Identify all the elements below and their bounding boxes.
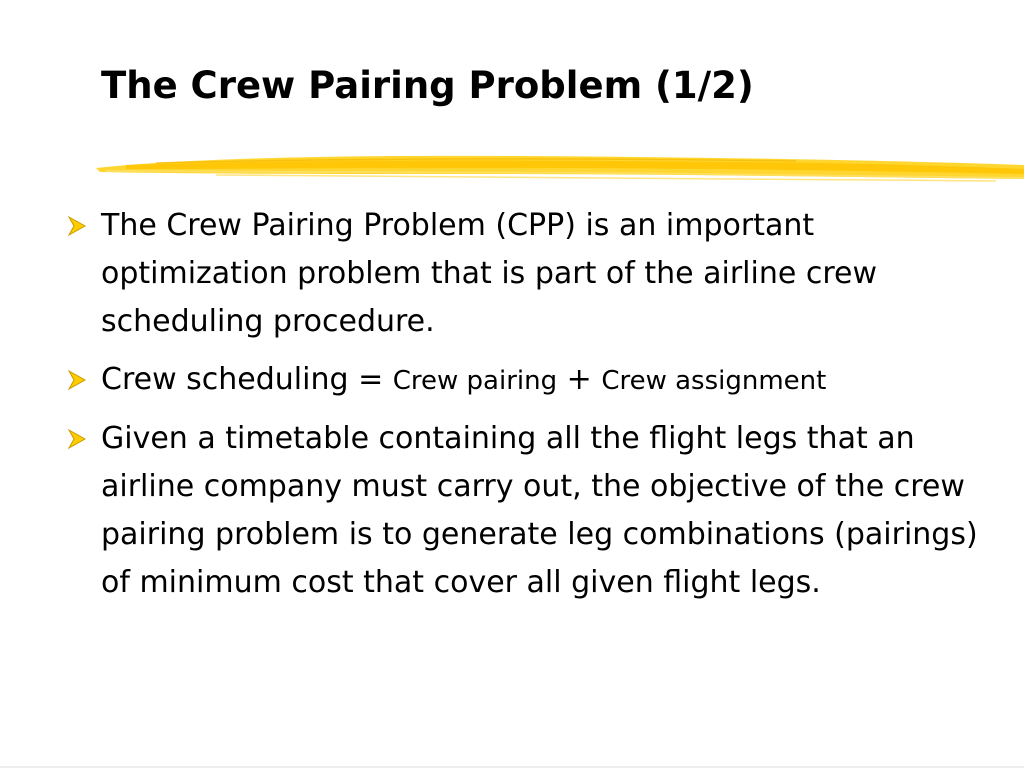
title-underline-brushstroke [96, 148, 1024, 188]
bullet-lead-text: Crew scheduling = [101, 362, 393, 397]
bullet-item-cpp-objective [66, 415, 996, 607]
plus-operator: + [557, 362, 602, 397]
arrowhead-bullet-icon [66, 202, 94, 250]
bullet-item-crew-scheduling [66, 356, 996, 405]
arrowhead-bullet-icon [66, 356, 94, 404]
slide-title: The Crew Pairing Problem (1/2) [101, 64, 754, 107]
arrowhead-bullet-icon [66, 415, 94, 463]
bullet-list [66, 202, 996, 617]
bullet-text: Given a timetable containing all the flight legs that an airline company must carry out, the objective of the crew pairing problem is to generate leg combinations (pairings) of minimum cost that cover all given flight legs. [101, 421, 978, 600]
bullet-item-cpp-definition [66, 202, 996, 346]
term-crew-pairing: Crew pairing [392, 366, 558, 396]
bullet-text: The Crew Pairing Problem (CPP) is an important optimization problem that is part of the airline crew scheduling procedure. [101, 208, 877, 339]
term-crew-assignment: Crew assignment [601, 366, 827, 396]
